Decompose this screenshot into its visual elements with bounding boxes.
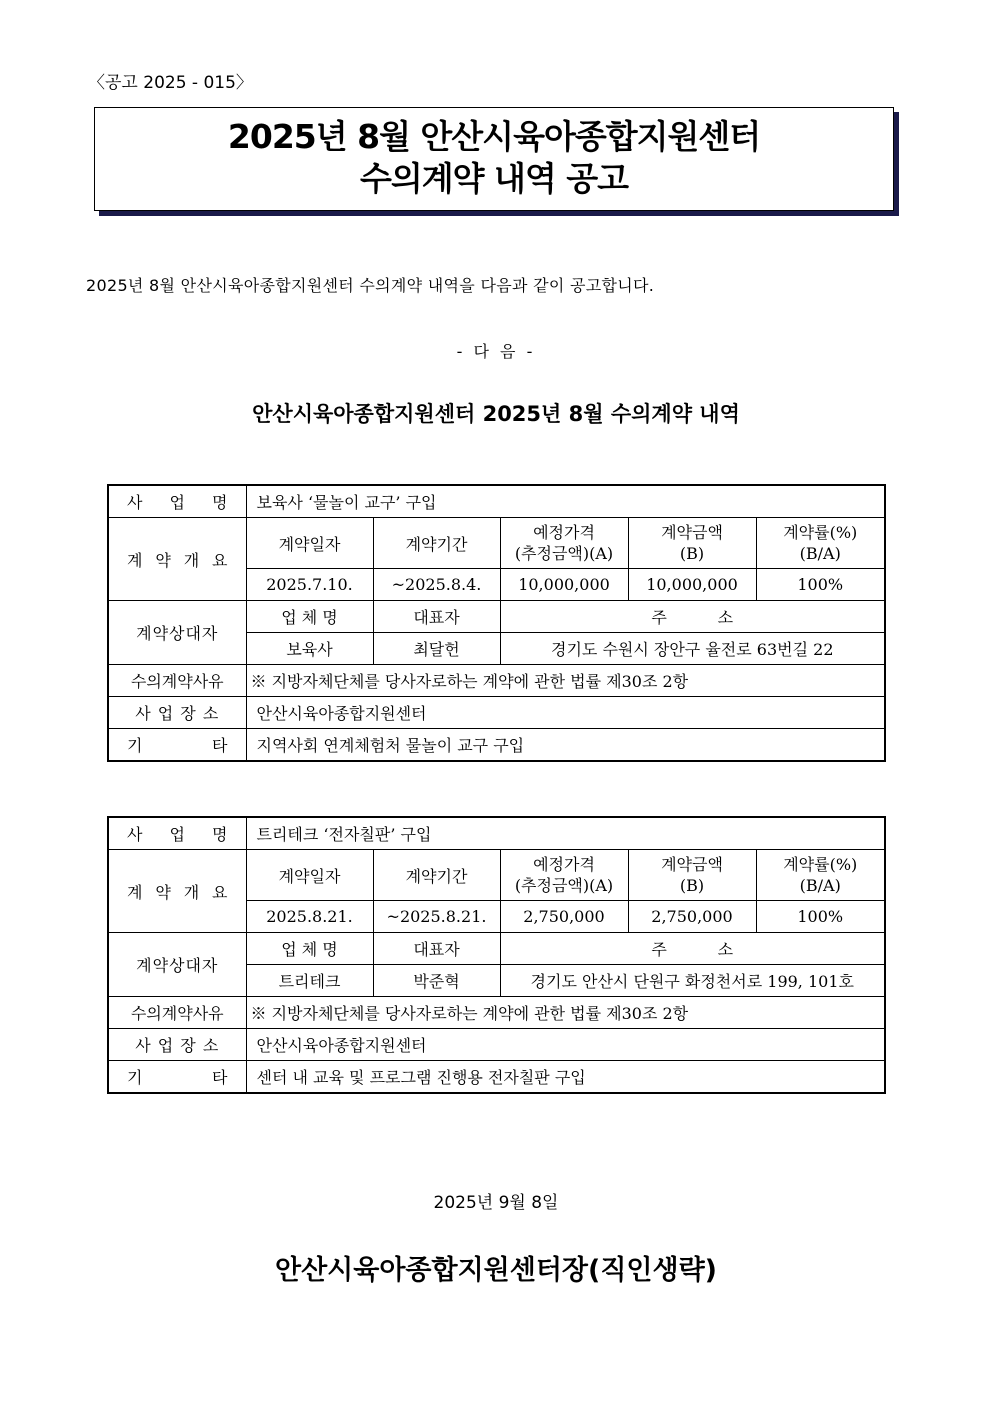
estimated-price-header: [500, 518, 628, 569]
contract-rate-header-line1: 계약률(%): [783, 855, 858, 874]
signer: 안산시육아종합지원센터장(직인생략): [275, 1255, 717, 1286]
location-value: 안산시육아종합지원센터: [246, 697, 885, 729]
estimated-price-value: 2,750,000: [500, 901, 628, 933]
project-name-label: 사 업 명: [108, 485, 246, 518]
representative-header: 대표자: [373, 933, 500, 965]
estimated-price-header-line1: 예정가격: [533, 855, 595, 874]
contract-period-value: ~2025.8.4.: [373, 569, 500, 601]
contract-period-header: 계약기간: [373, 850, 500, 901]
estimated-price-header: [500, 850, 628, 901]
location-label: 사 업 장 소: [108, 697, 246, 729]
company-name-value: 보육사: [246, 633, 373, 665]
notice-number: 〈공고 2025 - 015〉: [88, 73, 253, 93]
address-header: 주 소: [500, 933, 885, 965]
contract-amount-value: 10,000,000: [628, 569, 756, 601]
company-name-header: 업 체 명: [246, 601, 373, 633]
counterparty-label: 계약상대자: [108, 601, 246, 665]
title-box: [94, 107, 894, 211]
other-value: 센터 내 교육 및 프로그램 진행용 전자칠판 구입: [246, 1061, 885, 1094]
contract-amount-header: [628, 518, 756, 569]
contract-date-value: 2025.8.21.: [246, 901, 373, 933]
representative-value: 최달헌: [373, 633, 500, 665]
contract-amount-header-line2: (B): [679, 876, 705, 895]
contract-overview-label: 계 약 개 요: [108, 850, 246, 933]
reason-value: ※ 지방자체단체를 당사자로하는 계약에 관한 법률 제30조 2항: [246, 665, 885, 697]
contract-date-value: 2025.7.10.: [246, 569, 373, 601]
contract-amount-header-line2: (B): [679, 544, 705, 563]
other-label: 기 타: [108, 1061, 246, 1094]
title-line-1: 2025년 8월 안산시육아종합지원센터: [227, 117, 761, 156]
contract-rate-header: [756, 518, 885, 569]
project-name-value: 트리테크 ‘전자칠판’ 구입: [246, 817, 885, 850]
address-value: 경기도 수원시 장안구 율전로 63번길 22: [500, 633, 885, 665]
table-row: [108, 997, 885, 1029]
estimated-price-header-line2: (추정금액)(A): [514, 876, 614, 895]
table-row: [108, 485, 885, 518]
section-subtitle: 안산시육아종합지원센터 2025년 8월 수의계약 내역: [252, 402, 740, 426]
contract-amount-header-line1: 계약금액: [661, 523, 723, 542]
contract-amount-header-line1: 계약금액: [661, 855, 723, 874]
table-row: [108, 850, 885, 901]
table-row: [108, 729, 885, 762]
contract-rate-value: 100%: [756, 901, 885, 933]
contract-date-header: 계약일자: [246, 518, 373, 569]
reason-label: 수의계약사유: [108, 997, 246, 1029]
other-value: 지역사회 연계체험처 물놀이 교구 구입: [246, 729, 885, 762]
other-label: 기 타: [108, 729, 246, 762]
table-row: [108, 518, 885, 569]
contract-overview-label: 계 약 개 요: [108, 518, 246, 601]
contract-table-1: [107, 484, 886, 762]
title-line-2: 수의계약 내역 공고: [359, 159, 628, 198]
table-row: [108, 601, 885, 633]
contract-table-2: [107, 816, 886, 1094]
contract-rate-header-line2: (B/A): [799, 876, 841, 895]
contract-period-header: 계약기간: [373, 518, 500, 569]
reason-value: ※ 지방자체단체를 당사자로하는 계약에 관한 법률 제30조 2항: [246, 997, 885, 1029]
contract-rate-header-line2: (B/A): [799, 544, 841, 563]
notice-date: 2025년 9월 8일: [433, 1193, 559, 1213]
address-header: 주 소: [500, 601, 885, 633]
contract-rate-header-line1: 계약률(%): [783, 523, 858, 542]
next-marker: - 다 음 -: [456, 342, 536, 361]
table-row: [108, 1029, 885, 1061]
company-name-value: 트리테크: [246, 965, 373, 997]
contract-rate-header: [756, 850, 885, 901]
table-row: [108, 665, 885, 697]
contract-amount-value: 2,750,000: [628, 901, 756, 933]
contract-date-header: 계약일자: [246, 850, 373, 901]
reason-label: 수의계약사유: [108, 665, 246, 697]
contract-period-value: ~2025.8.21.: [373, 901, 500, 933]
location-value: 안산시육아종합지원센터: [246, 1029, 885, 1061]
estimated-price-header-line1: 예정가격: [533, 523, 595, 542]
counterparty-label: 계약상대자: [108, 933, 246, 997]
intro-text: 2025년 8월 안산시육아종합지원센터 수의계약 내역을 다음과 같이 공고합니다.: [86, 276, 655, 295]
project-name-value: 보육사 ‘물놀이 교구’ 구입: [246, 485, 885, 518]
table-row: [108, 697, 885, 729]
contract-amount-header: [628, 850, 756, 901]
representative-header: 대표자: [373, 601, 500, 633]
contract-rate-value: 100%: [756, 569, 885, 601]
table-row: [108, 817, 885, 850]
estimated-price-header-line2: (추정금액)(A): [514, 544, 614, 563]
address-value: 경기도 안산시 단원구 화정천서로 199, 101호: [500, 965, 885, 997]
location-label: 사 업 장 소: [108, 1029, 246, 1061]
company-name-header: 업 체 명: [246, 933, 373, 965]
estimated-price-value: 10,000,000: [500, 569, 628, 601]
representative-value: 박준혁: [373, 965, 500, 997]
project-name-label: 사 업 명: [108, 817, 246, 850]
table-row: [108, 1061, 885, 1094]
table-row: [108, 933, 885, 965]
